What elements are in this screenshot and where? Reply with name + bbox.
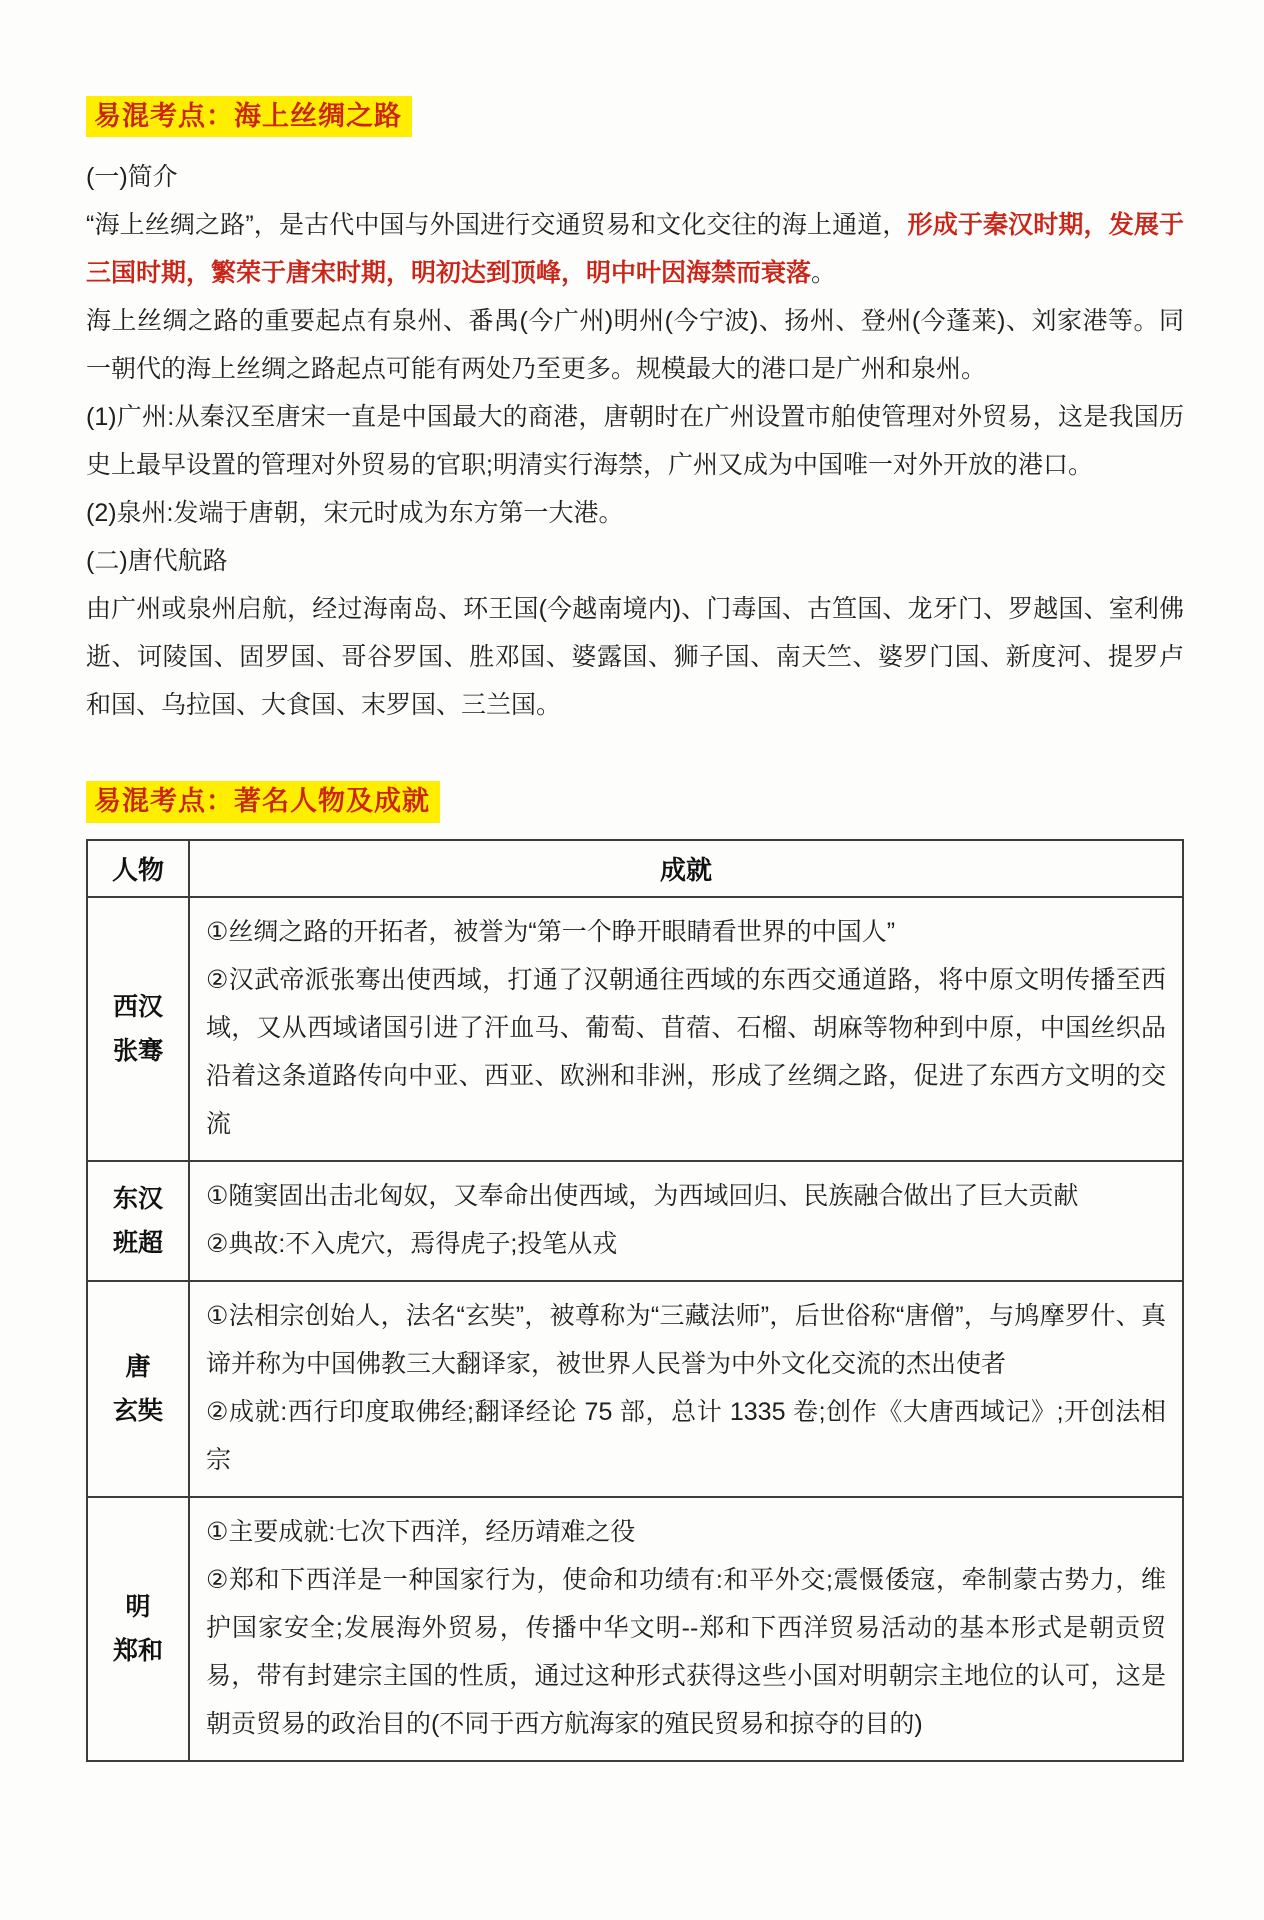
table-row-zhangqian: [87, 897, 1183, 1161]
person-given-name: 班超: [112, 1228, 163, 1257]
person-dynasty: 唐: [125, 1352, 151, 1381]
person-name: [87, 897, 189, 1161]
person-given-name: 郑和: [112, 1636, 163, 1665]
achievement-cell: [189, 1161, 1183, 1281]
table-row-xuanzang: [87, 1281, 1183, 1497]
achievement-item: ②典故:不入虎穴，焉得虎子;投笔从戎: [206, 1229, 618, 1258]
intro-normal-text: “海上丝绸之路”，是古代中国与外国进行交通贸易和文化交往的海上通道，: [86, 211, 908, 240]
person-dynasty: 东汉: [112, 1184, 163, 1213]
column-header-achievement: 成就: [189, 840, 1183, 897]
person-dynasty: 明: [125, 1592, 151, 1621]
section2-heading: 易混考点：著名人物及成就: [86, 781, 440, 822]
table-row-zhenghe: [87, 1497, 1183, 1761]
person-name: [87, 1161, 189, 1281]
person-name: [87, 1281, 189, 1497]
subheading-tang-routes: (二)唐代航路: [86, 547, 228, 576]
intro-paragraph: [86, 201, 1184, 297]
intro-red-text: 形成于秦汉时期，发展于三国时期，繁荣于唐宋时期，明初达到顶峰，明中叶因海禁而衰落: [86, 211, 1184, 288]
quanzhou-item: (2)泉州:发端于唐朝，宋元时成为东方第一大港。: [86, 499, 624, 528]
ports-paragraph: 海上丝绸之路的重要起点有泉州、番禺(今广州)明州(今宁波)、扬州、登州(今蓬莱)、刘家港等。同一朝代的海上丝绸之路起点可能有两处乃至更多。规模最大的港口是广州和泉州。: [86, 307, 1184, 384]
achievement-cell: [189, 1281, 1183, 1497]
achievement-item: ①丝绸之路的开拓者，被誉为“第一个睁开眼睛看世界的中国人”: [206, 917, 896, 946]
person-dynasty: 西汉: [112, 992, 163, 1021]
person-given-name: 张骞: [112, 1036, 163, 1065]
routes-paragraph: 由广州或泉州启航，经过海南岛、环王国(今越南境内)、门毒国、古笪国、龙牙门、罗越国、室利佛逝、诃陵国、固罗国、哥谷罗国、胜邓国、婆露国、狮子国、南天竺、婆罗门国、新度河、提罗卢和国、乌拉国、大食国、末罗国、三兰国。: [86, 595, 1184, 720]
achievement-item: ①主要成就:七次下西洋，经历靖难之役: [206, 1517, 636, 1546]
table-header-row: [87, 840, 1183, 897]
section-maritime-silk-road: [86, 96, 1184, 729]
subheading-intro: (一)简介: [86, 163, 178, 192]
achievement-item: ②汉武帝派张骞出使西域，打通了汉朝通往西域的东西交通道路，将中原文明传播至西域，又从西域诸国引进了汗血马、葡萄、苜蓿、石榴、胡麻等物种到中原，中国丝织品沿着这条道路传向中亚、西亚、欧洲和非洲，形成了丝绸之路，促进了东西方文明的交流: [206, 965, 1166, 1138]
person-given-name: 玄奘: [112, 1396, 163, 1425]
achievement-item: ①随窦固出击北匈奴，又奉命出使西域，为西域回归、民族融合做出了巨大贡献: [206, 1181, 1079, 1210]
person-name: [87, 1497, 189, 1761]
achievement-item: ②成就:西行印度取佛经;翻译经论 75 部，总计 1335 卷;创作《大唐西域记》;开创法相宗: [206, 1397, 1166, 1474]
intro-tail-text: 。: [811, 259, 837, 288]
table-row-banchao: [87, 1161, 1183, 1281]
section-famous-people: [86, 781, 1184, 1761]
section2-heading-wrap: [86, 781, 1184, 838]
column-header-person: 人物: [87, 840, 189, 897]
achievement-cell: [189, 897, 1183, 1161]
guangzhou-item: (1)广州:从秦汉至唐宋一直是中国最大的商港，唐朝时在广州设置市舶使管理对外贸易，这是我国历史上最早设置的管理对外贸易的官职;明清实行海禁，广州又成为中国唯一对外开放的港口。: [86, 403, 1184, 480]
achievement-item: ②郑和下西洋是一种国家行为，使命和功绩有:和平外交;震慑倭寇，牵制蒙古势力，维护国家安全;发展海外贸易，传播中华文明--郑和下西洋贸易活动的基本形式是朝贡贸易，带有封建宗主国的性质，通过这种形式获得这些小国对明朝宗主地位的认可，这是朝贡贸易的政治目的(不同于西方航海家的殖民贸易和掠夺的目的): [206, 1565, 1166, 1738]
people-achievements-table: [86, 839, 1184, 1762]
achievement-cell: [189, 1497, 1183, 1761]
achievement-item: ①法相宗创始人，法名“玄奘”，被尊称为“三藏法师”，后世俗称“唐僧”，与鸠摩罗什、真谛并称为中国佛教三大翻译家，被世界人民誉为中外文化交流的杰出使者: [206, 1301, 1166, 1378]
section1-heading-wrap: [86, 96, 1184, 153]
section1-heading: 易混考点：海上丝绸之路: [86, 96, 412, 137]
